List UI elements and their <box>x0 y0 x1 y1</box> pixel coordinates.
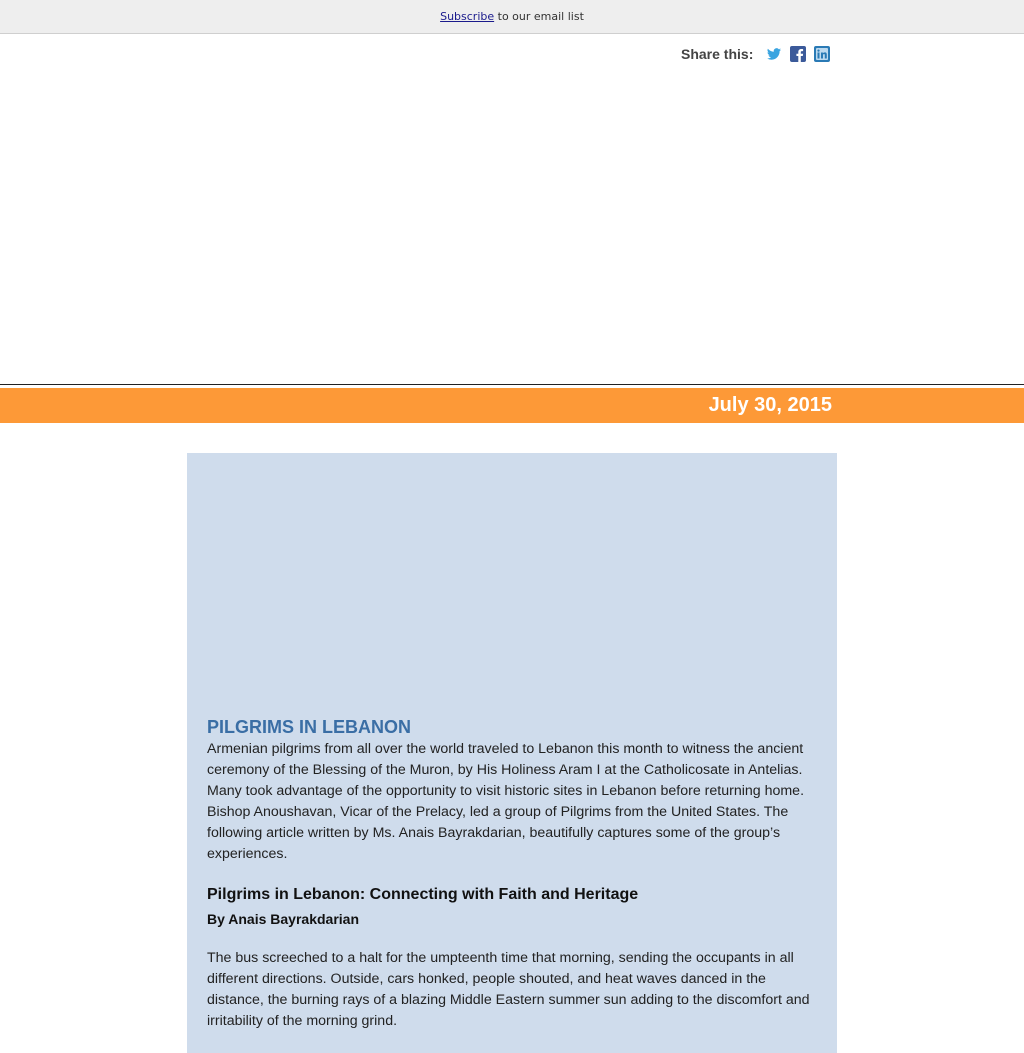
article-title: PILGRIMS IN LEBANON <box>207 717 412 737</box>
share-bar <box>681 44 838 64</box>
email-subscribe-bar <box>0 0 1024 34</box>
share-label: Share this: <box>681 46 754 62</box>
date-banner <box>0 388 1024 423</box>
article-image-area <box>187 453 837 703</box>
article-byline: By Anais Bayrakdarian <box>207 911 359 927</box>
article-body: The bus screeched to a halt for the umpteenth time that morning, sending the occupants in all different directions. Outside, cars honked, people shouted, and heat waves danced in the distance, the burning rays of a blazing Middle Eastern summer sun adding to the discomfort and irritability of the morning grind. <box>207 950 810 1029</box>
facebook-icon[interactable] <box>790 46 806 62</box>
header-divider <box>0 384 1024 385</box>
twitter-icon[interactable] <box>766 46 782 62</box>
article-intro: Armenian pilgrims from all over the world traveled to Lebanon this month to witness the ancient ceremony of the Blessing of the Muron, by His Holiness Aram I at the Catholicosate in Antelias. Many took advantage of the opportunity to visit historic sites in Lebanon before returning home. Bishop Anoushavan, Vicar of the Prelacy, led a group of Pilgrims from the United States. The following article written by Ms. Anais Bayrakdarian, beautifully captures some of the group’s experiences. <box>207 741 805 862</box>
subscribe-link[interactable]: Subscribe <box>440 10 495 23</box>
issue-date: July 30, 2015 <box>708 394 832 416</box>
linkedin-icon[interactable] <box>814 46 830 62</box>
subscribe-suffix-text: to our email list <box>494 10 584 23</box>
article-subtitle: Pilgrims in Lebanon: Connecting with Faith and Heritage <box>207 886 639 903</box>
article-card <box>187 453 837 1053</box>
